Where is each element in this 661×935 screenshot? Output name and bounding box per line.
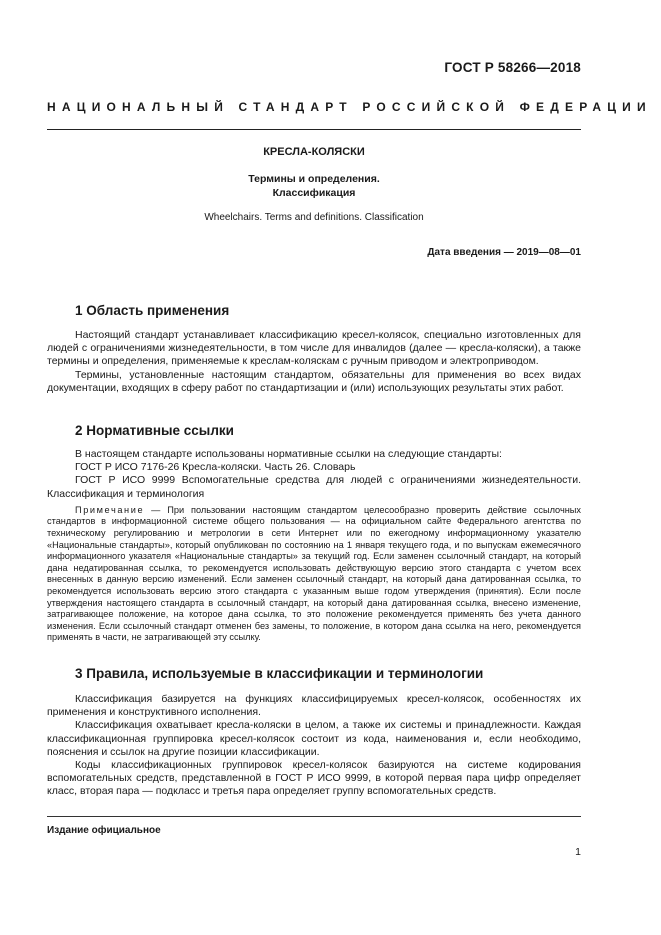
document-subtitle: [47, 172, 581, 200]
document-code: ГОСТ Р 58266—2018: [444, 60, 581, 75]
section-rules: [47, 666, 581, 799]
subtitle-line-1: Термины и определения.: [248, 173, 380, 185]
section-scope: [47, 303, 581, 395]
note: [47, 505, 581, 644]
note-label: Примечание: [75, 504, 145, 515]
reference-item: ГОСТ Р ИСО 7176-26 Кресла-коляски. Часть 26. Словарь: [75, 461, 356, 474]
standard-title: НАЦИОНАЛЬНЫЙ СТАНДАРТ РОССИЙСКОЙ ФЕДЕРАЦИИ: [47, 100, 652, 114]
paragraph: Классификация базируется на функциях классифицируемых кресел-колясок, особенностях их применения и конструктивного исполнения.: [47, 693, 581, 719]
english-title: Wheelchairs. Terms and definitions. Classification: [204, 212, 424, 223]
section-heading: 3 Правила, используемые в классификации и терминологии: [75, 666, 484, 681]
paragraph: Настоящий стандарт устанавливает классификацию кресел-колясок, специально изготовленных для людей с ограничениями жизнедеятельности, в том числе для инвалидов (далее — кресла-коляски), а также термины и определения, применяемые к креслам-коляскам с ручным приводом и электроприводом.: [47, 329, 581, 368]
paragraph: Коды классификационных группировок кресел-колясок базируются на системе кодирования вспомогательных средств, представленной в ГОСТ Р ИСО 9999, в которой первая пара цифр определяет класс, вторая пара — подкласс и третья пара определяет группу вспомогательных средств.: [47, 759, 581, 798]
header-divider: [47, 129, 581, 130]
paragraph: Термины, установленные настоящим стандартом, обязательны для применения во всех видах документации, входящих в сферу работ по стандартизации и (или) использующих результаты этих работ.: [47, 368, 581, 394]
document-name: КРЕСЛА-КОЛЯСКИ: [263, 146, 365, 158]
subtitle-line-2: Классификация: [272, 187, 356, 199]
introduction-date: Дата введения — 2019—08—01: [427, 247, 581, 258]
page-number: 1: [575, 846, 581, 858]
section-normative-references: [47, 423, 581, 644]
note-text: — При пользовании настоящим стандартом целесообразно проверить действие ссылочных стандартов в информационной системе общего пользования — на официальном сайте Федерального агентства по техническому регулированию и метрологии в сети Интернет или по ежегодному информационному указателю «Национальные стандарты», который опубликован по состоянию на 1 января текущего года, и по выпускам ежемесячного информационного указателя «Национальные стандарты» за текущий год. Если заменен ссылочный стандарт, на который дана недатированная ссылка, то рекомендуется использовать действующую версию этого стандарта с учетом всех внесенных в данную версию изменений. Если заменен ссылочный стандарт, на который дана датированная ссылка, то рекомендуется использовать версию этого стандарта с указанным выше годом утверждения (принятия). Если после утверждения настоящего стандарта в ссылочный стандарт, на который дана датированная ссылка, внесено изменение, затрагивающее положение, на которое дана ссылка, то это положение рекомендуется применять без учета данного изменения. Если ссылочный стандарт отменен без замены, то положение, в котором дана ссылка на него, рекомендуется применять в части, не затрагивающей эту ссылку.: [47, 504, 581, 643]
reference-item: ГОСТ Р ИСО 9999 Вспомогательные средства для людей с ограничениями жизнедеятельности. Классификация и терминология: [47, 474, 581, 500]
paragraph: Классификация охватывает кресла-коляски в целом, а также их системы и принадлежности. Каждая классификационная группировка кресел-колясок состоит из кода, наименования и, если необходимо, пояснения и ссылок на другие позиции классификации.: [47, 719, 581, 758]
official-edition-label: Издание официальное: [47, 825, 161, 836]
footer-divider: [47, 816, 581, 817]
section-heading: 1 Область применения: [75, 303, 230, 318]
paragraph: В настоящем стандарте использованы нормативные ссылки на следующие стандарты:: [75, 448, 502, 460]
section-heading: 2 Нормативные ссылки: [75, 423, 234, 438]
